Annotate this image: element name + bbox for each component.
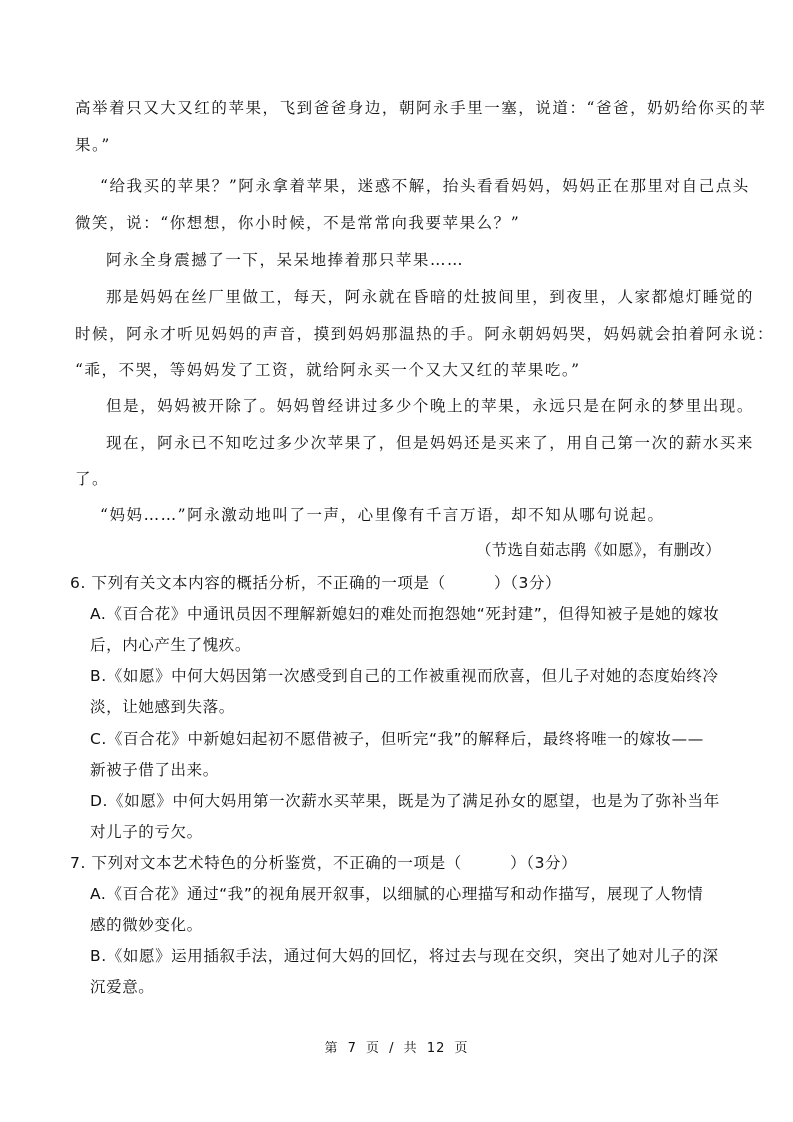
story-line: “给我买的苹果？”阿永拿着苹果，迷惑不解，抬头看看妈妈，妈妈正在那里对自己点头	[100, 177, 750, 195]
story-line: 阿永全身震撼了一下，呆呆地捧着那只苹果……	[106, 251, 465, 269]
option-text: 《如愿》中何大妈用第一次薪水买苹果，既是为了满足孙女的愿望，也是为了弥补当年	[108, 792, 720, 810]
story-line: 果。”	[75, 136, 111, 154]
option-text: 《百合花》中新媳妇起初不愿借被子，但听完“我”的解释后，最终将唯一的嫁妆——	[106, 730, 704, 748]
question-7-stem	[70, 853, 715, 873]
option-label: C.	[90, 730, 107, 748]
option-continuation: 后，内心产生了愧疚。	[90, 636, 252, 654]
story-line: 现在，阿永已不知吃过多少次苹果了，但是妈妈还是买来了，用自己第一次的薪水买来	[106, 434, 754, 452]
story-line: 那是妈妈在丝厂里做工，每天，阿永就在昏暗的灶披间里，到夜里，人家都熄灯睡觉的	[106, 288, 754, 306]
option-continuation: 感的微妙变化。	[90, 916, 203, 934]
question-text: 下列对文本艺术特色的分析鉴赏，不正确的一项是（ ）（3分）	[91, 854, 578, 872]
question-6-option-b[interactable]	[90, 666, 735, 686]
story-line: “妈妈……”阿永激动地叫了一声，心里像有千言万语，却不知从哪句说起。	[100, 506, 665, 524]
option-label: B.	[90, 947, 107, 965]
option-continuation: 新被子借了出来。	[90, 761, 219, 779]
option-label: A.	[90, 885, 107, 903]
question-number: 7.	[70, 854, 86, 872]
story-line: 但是，妈妈被开除了。妈妈曾经讲过多少个晚上的苹果，永远只是在阿永的梦里出现。	[106, 397, 754, 415]
story-line: 了。	[75, 470, 110, 488]
story-line: 时候，阿永才听见妈妈的声音，摸到妈妈那温热的手。阿永朝妈妈哭，妈妈就会拍着阿永说：	[75, 325, 775, 343]
question-6-option-c[interactable]	[90, 729, 735, 749]
option-label: A.	[90, 605, 107, 623]
option-continuation: 沉爱意。	[90, 978, 155, 996]
question-7-option-a[interactable]	[90, 884, 735, 904]
question-text: 下列有关文本内容的概括分析，不正确的一项是（ ）（3分）	[91, 574, 562, 592]
page-number-footer: 第 7 页 / 共 12 页	[324, 1041, 469, 1056]
story-line: “乖，不哭，等妈妈发了工资，就给阿永买一个又大又红的苹果吃。”	[75, 361, 581, 379]
option-label: D.	[90, 792, 109, 810]
source-attribution: （节选自茹志鹃《如愿》，有删改）	[475, 541, 721, 559]
question-6-option-a[interactable]	[90, 604, 735, 624]
option-text: 《百合花》通过“我”的视角展开叙事，以细腻的心理描写和动作描写，展现了人物情	[106, 885, 704, 903]
option-continuation: 淡，让她感到失落。	[90, 698, 235, 716]
option-text: 《如愿》运用插叙手法，通过何大妈的回忆，将过去与现在交织，突出了她对儿子的深	[106, 947, 719, 965]
option-label: B.	[90, 667, 107, 685]
question-6-option-d[interactable]	[90, 791, 735, 811]
option-text: 《如愿》中何大妈因第一次感受到自己的工作被重视而欣喜，但儿子对她的态度始终冷	[106, 667, 719, 685]
question-6-stem	[70, 573, 715, 593]
story-line: 微笑，说：“你想想，你小时候，不是常常向我要苹果么？”	[75, 214, 521, 232]
option-continuation: 对儿子的亏欠。	[90, 823, 203, 841]
question-7-option-b[interactable]	[90, 946, 735, 966]
option-text: 《百合花》中通讯员因不理解新媳妇的难处而抱怨她“死封建”，但得知被子是她的嫁妆	[106, 605, 720, 623]
question-number: 6.	[70, 574, 86, 592]
story-line: 高举着只又大又红的苹果，飞到爸爸身边，朝阿永手里一塞，说道：“爸爸，奶奶给你买的苹	[75, 99, 767, 117]
